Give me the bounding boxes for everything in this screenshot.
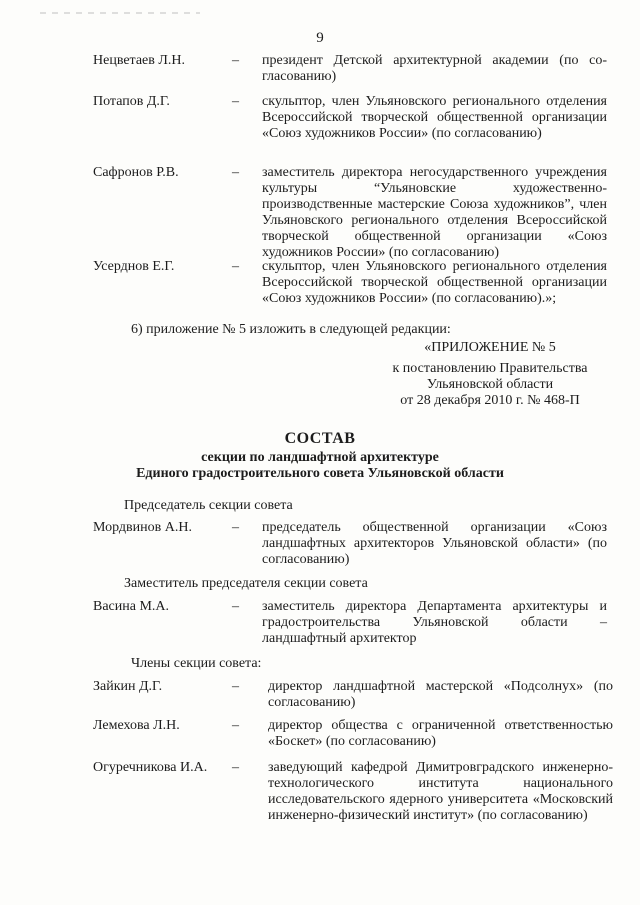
page-number: 9 — [316, 30, 324, 46]
appendix-label: «ПРИЛОЖЕНИЕ № 5 — [424, 340, 556, 355]
person-name: Огуречникова И.А. — [93, 760, 208, 775]
dash-separator: – — [232, 599, 239, 614]
person-name: Мордвинов А.Н. — [93, 520, 192, 535]
person-position: заместитель директора Департамента архитектуры и градостроительства Ульяновской области – ландшафтный архитектор — [262, 599, 607, 646]
dash-separator: – — [232, 679, 239, 694]
appendix-line: от 28 декабря 2010 г. № 468-П — [400, 393, 580, 408]
person-position: заместитель директора негосударственного учреждения культуры “Ульяновские художественно-производственные мастерские Союза художников”, член Ульяновского регионального отделения Всероссийской творческой общественной организации «Союз художников России» (по согласованию) — [262, 165, 607, 260]
person-name: Зайкин Д.Г. — [93, 679, 163, 694]
section-label: Заместитель председателя секции совета — [124, 576, 368, 591]
document-subtitle: Единого градостроительного совета Ульяновской области — [136, 466, 504, 481]
document-subtitle: секции по ландшафтной архитектуре — [201, 450, 439, 465]
dash-separator: – — [232, 94, 239, 109]
dash-separator: – — [232, 165, 239, 180]
section-label: Члены секции совета: — [131, 656, 262, 671]
person-name: Васина М.А. — [93, 599, 170, 614]
person-position: скульптор, член Ульяновского регионального отделения Всероссийской творческой общественной организации «Союз художников России» (по согласованию).»; — [262, 259, 607, 306]
person-position: скульптор, член Ульяновского регионального отделения Всероссийской творческой общественной организации «Союз художников России» (по согласованию) — [262, 94, 607, 141]
dash-separator: – — [232, 760, 239, 775]
person-name: Нецветаев Л.Н. — [93, 53, 185, 68]
appendix-line: Ульяновской области — [426, 377, 554, 392]
dash-separator: – — [232, 520, 239, 535]
appendix-line: к постановлению Правительства — [392, 361, 588, 376]
person-position: президент Детской архитектурной академии (по со-гласованию) — [262, 53, 607, 84]
person-position: директор ландшафтной мастерской «Подсолнух» (по согласованию) — [268, 679, 613, 710]
person-name: Лемехова Л.Н. — [93, 718, 180, 733]
section-label: Председатель секции совета — [124, 498, 293, 513]
dash-separator: – — [232, 53, 239, 68]
document-title: СОСТАВ — [284, 430, 356, 447]
dash-separator: – — [232, 259, 239, 274]
person-name: Сафронов Р.В. — [93, 165, 179, 180]
person-name: Потапов Д.Г. — [93, 94, 170, 109]
person-position: директор общества с ограниченной ответственностью «Боскет» (по согласованию) — [268, 718, 613, 749]
scan-artifact — [40, 12, 200, 14]
person-position: председатель общественной организации «Союз ландшафтных архитекторов Ульяновской области» (по согласованию) — [262, 520, 607, 567]
person-name: Усерднов Е.Г. — [93, 259, 175, 274]
person-position: заведующий кафедрой Димитровградского инженерно-технологического института национального исследовательского ядерного университета «Московский инженерно-физический институт» (по согласованию) — [268, 760, 613, 823]
dash-separator: – — [232, 718, 239, 733]
instruction-text: 6) приложение № 5 изложить в следующей редакции: — [131, 322, 451, 337]
